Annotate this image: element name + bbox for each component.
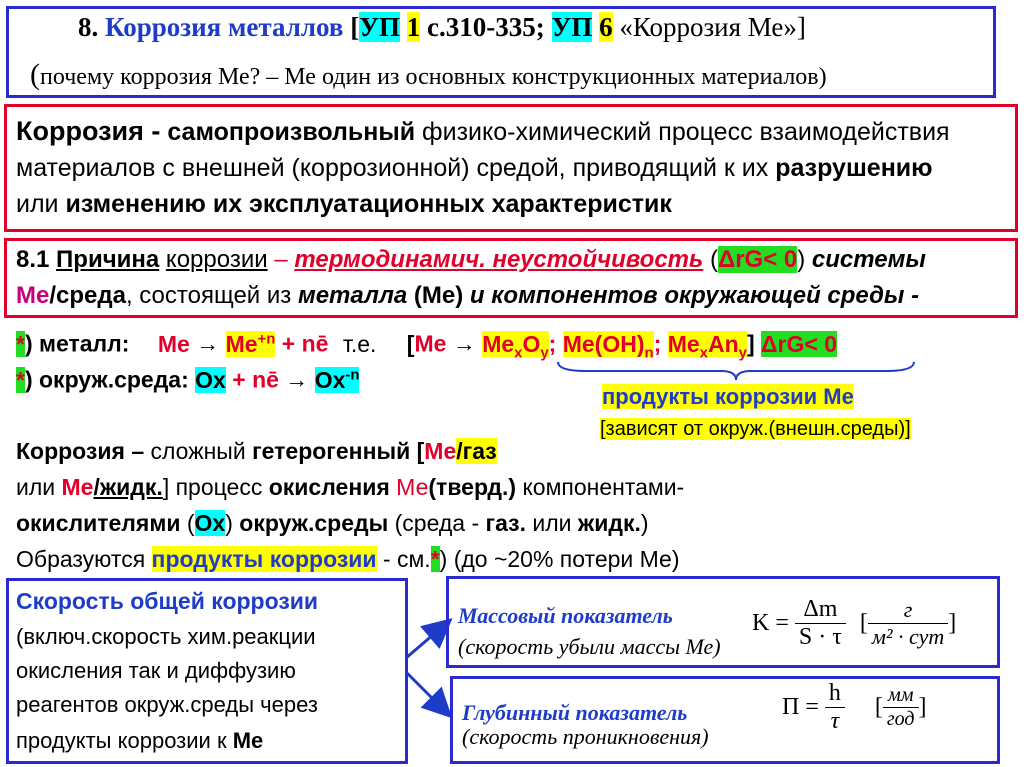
slide-subtitle: (почему коррозия Ме? – Ме один из основных конструкционных материалов)	[30, 58, 827, 91]
rate-title: Скорость общей коррозии	[16, 588, 319, 614]
metal-reaction: *) металл: Ме → $Ме^{+n}$ + nē т.е. [$Ме \to Ме_xO_y$; $Ме(ОН)_n$; $Ме_xAn_y$] ΔrG< 0	[16, 330, 838, 362]
cause-line-1: 8.1 Причина коррозии – термодинамич. неустойчивость (ΔrG< 0) системы	[16, 246, 926, 273]
depth-formula: П = $\frac{h}{\tau}$ [ $\frac{мм}{\text{год}}$ ]	[782, 680, 927, 734]
mass-formula: K = $\frac{\Delta m}{S \cdot \tau}$ [ $\frac{г}{\text{м² · сут}}$ ]	[752, 596, 957, 650]
para-line-3: окислителями (Ох) окруж.среды (среда - газ. или жидк.)	[16, 510, 649, 536]
definition-line-1: Коррозия - самопроизвольный физико-химический процесс взаимодействия	[16, 116, 950, 146]
cause-line-2: Ме/среда, состоящей из металла (Ме) и компонентов окружающей среды -	[16, 282, 920, 309]
rate-line-4: продукты коррозии к Ме	[16, 728, 264, 753]
mass-index-title: Массовый показатель	[458, 603, 673, 628]
brace-icon	[556, 360, 916, 382]
mass-index-desc: (скорость убыли массы Ме)	[458, 634, 721, 659]
rate-line-1: (включ.скорость хим.реакции	[16, 624, 316, 649]
products-label: продукты коррозии Ме	[602, 384, 854, 409]
arrow-icon: →	[285, 366, 309, 393]
arrow-icon: →	[452, 330, 476, 357]
depends-label: [зависят от окруж.(внешн.среды)]	[600, 418, 911, 440]
rate-line-3: реагентов окруж.среды через	[16, 692, 318, 717]
arrow-icon: →	[196, 330, 220, 357]
rate-line-2: окисления так и диффузию	[16, 658, 296, 683]
slide-title: 8. Коррозия металлов [УП 1 с.310-335; УП 6 «Коррозия Ме»]	[78, 12, 806, 42]
environment-reaction: *) окруж.среда: Ох + nē → $Ох^{-n}$	[16, 366, 360, 393]
depth-index-desc: (скорость проникновения)	[462, 724, 709, 749]
para-line-4: Образуются продукты коррозии - см.*) (до ~20% потери Ме)	[16, 546, 680, 572]
definition-line-3: или изменению их эксплуатационных характеристик	[16, 190, 672, 218]
para-line-2: или Ме/жидк.] процесс окисления Ме(тверд.) компонентами-	[16, 474, 685, 500]
depth-index-title: Глубинный показатель	[462, 700, 688, 725]
definition-line-2: материалов с внешней (коррозионной) средой, приводящий к их разрушению	[16, 154, 933, 182]
para-line-1: Коррозия – сложный гетерогенный [Ме/газ	[16, 438, 497, 464]
